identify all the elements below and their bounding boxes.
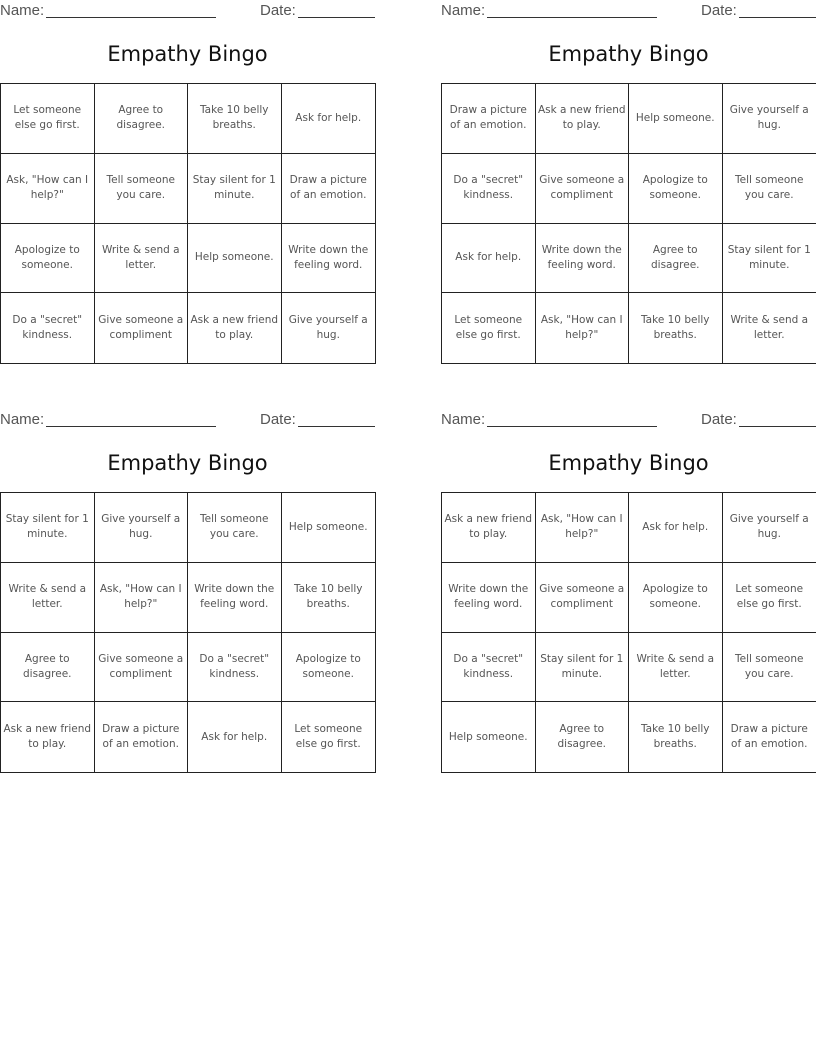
- bingo-cell: Let someone else go first.: [723, 563, 816, 633]
- bingo-cell: Ask for help.: [629, 493, 723, 563]
- bingo-cell: Write down the feeling word.: [536, 224, 630, 294]
- bingo-cell: Stay silent for 1 minute.: [188, 154, 282, 224]
- bingo-cell: Give someone a compliment: [536, 154, 630, 224]
- bingo-cell: Draw a picture of an emotion.: [442, 84, 536, 154]
- bingo-cell: Tell someone you care.: [723, 633, 816, 703]
- bingo-cell: Give someone a compliment: [95, 633, 189, 703]
- card-header: [441, 411, 816, 429]
- bingo-cell: Stay silent for 1 minute.: [536, 633, 630, 703]
- date-blank: [739, 426, 816, 427]
- bingo-cell: Give yourself a hug.: [723, 493, 816, 563]
- bingo-grid: [441, 83, 816, 364]
- bingo-cell: Ask a new friend to play.: [442, 493, 536, 563]
- bingo-cell: Apologize to someone.: [282, 633, 376, 703]
- bingo-cell: Write down the feeling word.: [188, 563, 282, 633]
- bingo-cell: Ask for help.: [442, 224, 536, 294]
- bingo-cell: Do a "secret" kindness.: [442, 154, 536, 224]
- bingo-cell: Ask a new friend to play.: [1, 702, 95, 772]
- card-header: [0, 411, 376, 429]
- name-blank: [487, 426, 657, 427]
- name-label: Name:: [441, 2, 486, 19]
- card-header: [0, 2, 376, 20]
- bingo-cell: Apologize to someone.: [629, 154, 723, 224]
- date-blank: [298, 17, 375, 18]
- bingo-grid: [441, 492, 816, 773]
- bingo-cell: Tell someone you care.: [188, 493, 282, 563]
- bingo-cell: Stay silent for 1 minute.: [1, 493, 95, 563]
- name-blank: [46, 426, 216, 427]
- bingo-cell: Agree to disagree.: [95, 84, 189, 154]
- bingo-cell: Give yourself a hug.: [288, 314, 368, 342]
- bingo-cell: Give someone a compliment: [95, 293, 189, 363]
- date-label: Date:: [260, 2, 296, 19]
- bingo-cell: Apologize to someone.: [1, 224, 95, 294]
- bingo-cell: Tell someone you care.: [95, 154, 189, 224]
- card-title: Empathy Bingo: [107, 42, 268, 66]
- bingo-cell: Tell someone you care.: [723, 154, 816, 224]
- bingo-cell: Ask, "How can I help?": [1, 154, 95, 224]
- bingo-cell: Apologize to someone.: [629, 563, 723, 633]
- bingo-cell: Take 10 belly breaths.: [282, 563, 376, 633]
- bingo-cell: Give someone a compliment: [536, 563, 630, 633]
- bingo-cell: Take 10 belly breaths.: [629, 702, 723, 772]
- date-blank: [298, 426, 375, 427]
- date-label: Date:: [260, 411, 296, 428]
- bingo-cell: Take 10 belly breaths.: [188, 84, 282, 154]
- bingo-cell: Ask a new friend to play.: [188, 293, 282, 363]
- bingo-cell: Write down the feeling word.: [282, 224, 376, 294]
- bingo-cell: Write down the feeling word.: [442, 563, 536, 633]
- bingo-cell: Do a "secret" kindness.: [1, 293, 95, 363]
- name-label: Name:: [441, 411, 486, 428]
- bingo-cell: Help someone.: [629, 84, 723, 154]
- name-blank: [487, 17, 657, 18]
- bingo-cell: Write & send a letter.: [629, 633, 723, 703]
- bingo-grid: [0, 492, 376, 773]
- bingo-cell: Agree to disagree.: [536, 702, 630, 772]
- bingo-grid: [0, 83, 376, 364]
- card-title: Empathy Bingo: [548, 451, 709, 475]
- bingo-cell: Help someone.: [442, 702, 536, 772]
- bingo-cell: Stay silent for 1 minute.: [723, 224, 816, 294]
- bingo-cell: Ask, "How can I help?": [536, 493, 630, 563]
- card-title: Empathy Bingo: [107, 451, 268, 475]
- bingo-cell: Draw a picture of an emotion.: [730, 723, 808, 751]
- card-header: [441, 2, 816, 20]
- date-label: Date:: [701, 2, 737, 19]
- bingo-cell: Let someone else go first.: [442, 293, 536, 363]
- bingo-cell: Agree to disagree.: [629, 224, 723, 294]
- name-blank: [46, 17, 216, 18]
- bingo-cell: Write & send a letter.: [95, 224, 189, 294]
- bingo-cell: Do a "secret" kindness.: [442, 633, 536, 703]
- name-label: Name:: [0, 411, 45, 428]
- bingo-cell: Let someone else go first.: [1, 84, 95, 154]
- bingo-cell: Give yourself a hug.: [723, 84, 816, 154]
- bingo-cell: Draw a picture of an emotion.: [282, 154, 376, 224]
- card-title: Empathy Bingo: [548, 42, 709, 66]
- bingo-cell: Agree to disagree.: [1, 633, 95, 703]
- bingo-cell: Ask for help.: [188, 702, 282, 772]
- date-label: Date:: [701, 411, 737, 428]
- bingo-cell: Help someone.: [188, 224, 282, 294]
- bingo-cell: Ask, "How can I help?": [95, 563, 189, 633]
- bingo-cell: Draw a picture of an emotion.: [95, 702, 189, 772]
- bingo-cell: Write & send a letter.: [730, 314, 809, 342]
- bingo-cell: Ask, "How can I help?": [536, 293, 630, 363]
- bingo-cell: Let someone else go first.: [294, 723, 363, 751]
- bingo-cell: Ask a new friend to play.: [536, 84, 630, 154]
- bingo-cell: Ask for help.: [282, 84, 376, 154]
- bingo-cell: Take 10 belly breaths.: [629, 293, 723, 363]
- date-blank: [739, 17, 816, 18]
- bingo-cell: Do a "secret" kindness.: [188, 633, 282, 703]
- name-label: Name:: [0, 2, 45, 19]
- bingo-cell: Give yourself a hug.: [95, 493, 189, 563]
- bingo-cell: Help someone.: [282, 493, 376, 563]
- bingo-cell: Write & send a letter.: [1, 563, 95, 633]
